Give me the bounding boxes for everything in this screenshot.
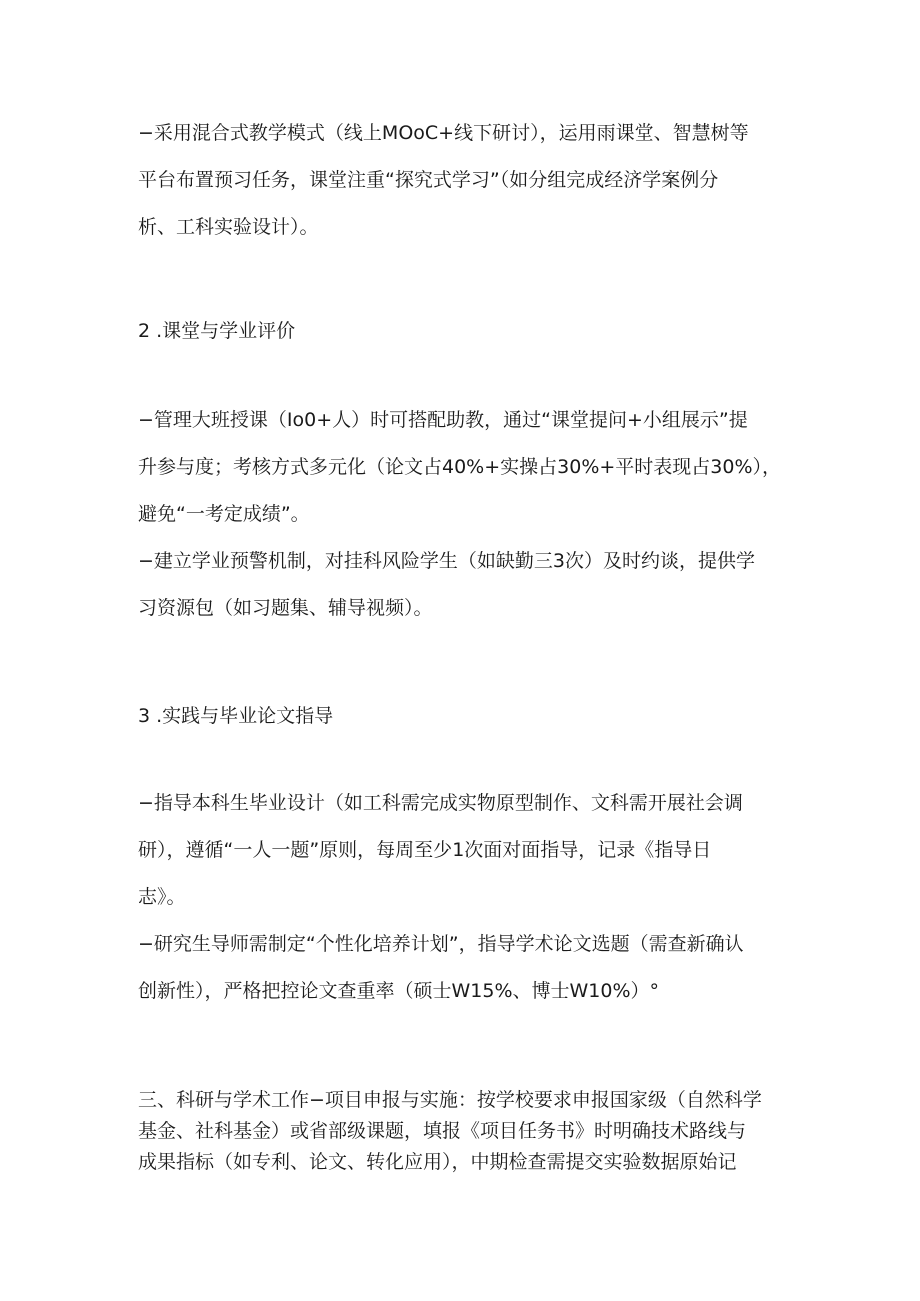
section-heading-practice-thesis: 3 .实践与毕业论文指导: [138, 705, 334, 727]
section-research-academic: [138, 1085, 788, 1178]
text-line: −研究生导师需制定“个性化培养计划”，指导学术论文选题（需查新确认: [138, 933, 744, 955]
text-line: 析、工科实验设计）。: [138, 216, 319, 238]
text-line: 研），遵循“一人一题”原则，每周至少1次面对面指导，记录《指导日: [138, 839, 712, 861]
paragraph-practice-thesis: [138, 780, 788, 1015]
paragraph-classroom-evaluation: [138, 397, 788, 632]
text-line: 三、科研与学术工作−项目申报与实施：按学校要求申报国家级（自然科学: [138, 1089, 762, 1111]
paragraph-teaching-mode: [138, 110, 788, 251]
text-line: −管理大班授课（Io0+人）时可搭配助教，通过“课堂提问+小组展示”提: [138, 409, 748, 431]
text-line: 避免“一考定成绩”。: [138, 503, 310, 525]
text-line: 基金、社科基金）或省部级课题，填报《项目任务书》时明确技术路线与: [138, 1120, 747, 1142]
text-line: −建立学业预警机制，对挂科风险学生（如缺勤三3次）及时约谈，提供学: [138, 550, 756, 572]
section-heading-classroom-evaluation: 2 .课堂与学业评价: [138, 320, 296, 342]
text-line: 升参与度；考核方式多元化（论文占40%+实操占30%+平时表现占30%），: [138, 456, 782, 478]
text-line: 创新性），严格把控论文查重率（硕士W15%、博士W10%）°: [138, 980, 660, 1002]
text-line: 平台布置预习任务，课堂注重“探究式学习”（如分组完成经济学案例分: [138, 169, 719, 191]
text-line: 志》。: [138, 886, 186, 908]
text-line: −指导本科生毕业设计（如工科需完成实物原型制作、文科需开展社会调: [138, 792, 743, 814]
text-line: 成果指标（如专利、论文、转化应用），中期检查需提交实验数据原始记: [138, 1151, 737, 1173]
text-line: −采用混合式教学模式（线上MOoC+线下研讨），运用雨课堂、智慧树等: [138, 122, 749, 144]
text-line: 习资源包（如习题集、辅导视频）。: [138, 597, 433, 619]
